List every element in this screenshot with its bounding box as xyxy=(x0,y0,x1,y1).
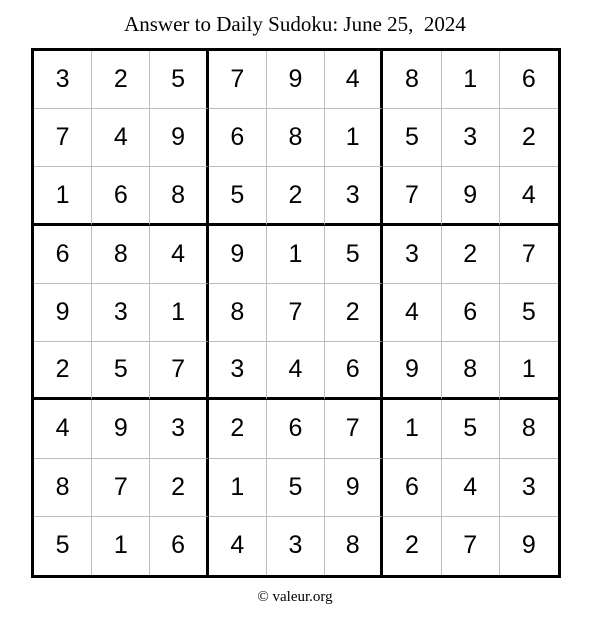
sudoku-cell: 1 xyxy=(383,400,441,458)
sudoku-cell: 3 xyxy=(209,342,267,400)
sudoku-cell: 8 xyxy=(267,109,325,167)
sudoku-cell: 2 xyxy=(92,51,150,109)
sudoku-cell: 3 xyxy=(442,109,500,167)
sudoku-cell: 8 xyxy=(325,517,383,575)
sudoku-cell: 9 xyxy=(92,400,150,458)
sudoku-cell: 2 xyxy=(325,284,383,342)
sudoku-cell: 6 xyxy=(267,400,325,458)
sudoku-cell: 5 xyxy=(34,517,92,575)
sudoku-cell: 4 xyxy=(150,226,208,284)
sudoku-cell: 8 xyxy=(442,342,500,400)
sudoku-cell: 3 xyxy=(325,167,383,225)
sudoku-cell: 3 xyxy=(34,51,92,109)
sudoku-cell: 6 xyxy=(34,226,92,284)
sudoku-cell: 8 xyxy=(92,226,150,284)
sudoku-cell: 3 xyxy=(500,459,558,517)
sudoku-cell: 4 xyxy=(209,517,267,575)
sudoku-cell: 6 xyxy=(442,284,500,342)
sudoku-cell: 3 xyxy=(92,284,150,342)
sudoku-cell: 2 xyxy=(34,342,92,400)
sudoku-cell: 4 xyxy=(442,459,500,517)
sudoku-cell: 5 xyxy=(209,167,267,225)
copyright-footer: © valeur.org xyxy=(257,589,333,605)
sudoku-cell: 1 xyxy=(92,517,150,575)
sudoku-cell: 7 xyxy=(150,342,208,400)
sudoku-cell: 1 xyxy=(325,109,383,167)
sudoku-cell: 4 xyxy=(325,51,383,109)
sudoku-cell: 1 xyxy=(150,284,208,342)
sudoku-cell: 4 xyxy=(383,284,441,342)
sudoku-cell: 8 xyxy=(150,167,208,225)
sudoku-cell: 9 xyxy=(442,167,500,225)
sudoku-cell: 9 xyxy=(267,51,325,109)
sudoku-cell: 3 xyxy=(267,517,325,575)
sudoku-cell: 9 xyxy=(383,342,441,400)
sudoku-cell: 9 xyxy=(209,226,267,284)
sudoku-cell: 7 xyxy=(209,51,267,109)
sudoku-cell: 1 xyxy=(500,342,558,400)
sudoku-cell: 1 xyxy=(34,167,92,225)
sudoku-cell: 2 xyxy=(383,517,441,575)
sudoku-cell: 5 xyxy=(500,284,558,342)
sudoku-cell: 9 xyxy=(150,109,208,167)
sudoku-cell: 9 xyxy=(34,284,92,342)
sudoku-cell: 7 xyxy=(325,400,383,458)
sudoku-cell: 4 xyxy=(500,167,558,225)
sudoku-cell: 2 xyxy=(267,167,325,225)
sudoku-cell: 4 xyxy=(92,109,150,167)
sudoku-cell: 5 xyxy=(92,342,150,400)
sudoku-cell: 7 xyxy=(383,167,441,225)
sudoku-cell: 9 xyxy=(521,531,536,560)
sudoku-cell: 5 xyxy=(267,459,325,517)
sudoku-cell: 7 xyxy=(500,226,558,284)
sudoku-cell: 1 xyxy=(267,226,325,284)
sudoku-cell: 6 xyxy=(209,109,267,167)
sudoku-cell: 2 xyxy=(500,109,558,167)
sudoku-cell: 6 xyxy=(383,459,441,517)
sudoku-cell: 6 xyxy=(150,517,208,575)
sudoku-cell: 4 xyxy=(267,342,325,400)
puzzle-title: Answer to Daily Sudoku: June 25, 2024 xyxy=(124,12,466,36)
sudoku-cell: 1 xyxy=(209,459,267,517)
sudoku-cell: 7 xyxy=(92,459,150,517)
sudoku-cell: 8 xyxy=(500,400,558,458)
sudoku-cell: 5 xyxy=(442,400,500,458)
sudoku-cell: 6 xyxy=(500,51,558,109)
sudoku-cell: 9 xyxy=(325,459,383,517)
sudoku-cell: 8 xyxy=(209,284,267,342)
sudoku-cell: 2 xyxy=(442,226,500,284)
sudoku-cell: 4 xyxy=(34,400,92,458)
sudoku-cell: 7 xyxy=(34,109,92,167)
sudoku-cell: 2 xyxy=(209,400,267,458)
sudoku-cell: 6 xyxy=(325,342,383,400)
sudoku-cell: 5 xyxy=(325,226,383,284)
sudoku-cell: 3 xyxy=(383,226,441,284)
sudoku-cell: 7 xyxy=(267,284,325,342)
sudoku-cell: 8 xyxy=(34,459,92,517)
sudoku-cell: 5 xyxy=(150,51,208,109)
sudoku-cell: 1 xyxy=(442,51,500,109)
sudoku-cell: 5 xyxy=(383,109,441,167)
sudoku-cell: 7 xyxy=(442,517,500,575)
sudoku-cell: 2 xyxy=(150,459,208,517)
sudoku-cell: 3 xyxy=(150,400,208,458)
sudoku-cell: 6 xyxy=(92,167,150,225)
sudoku-grid xyxy=(31,48,561,578)
sudoku-cell: 8 xyxy=(383,51,441,109)
